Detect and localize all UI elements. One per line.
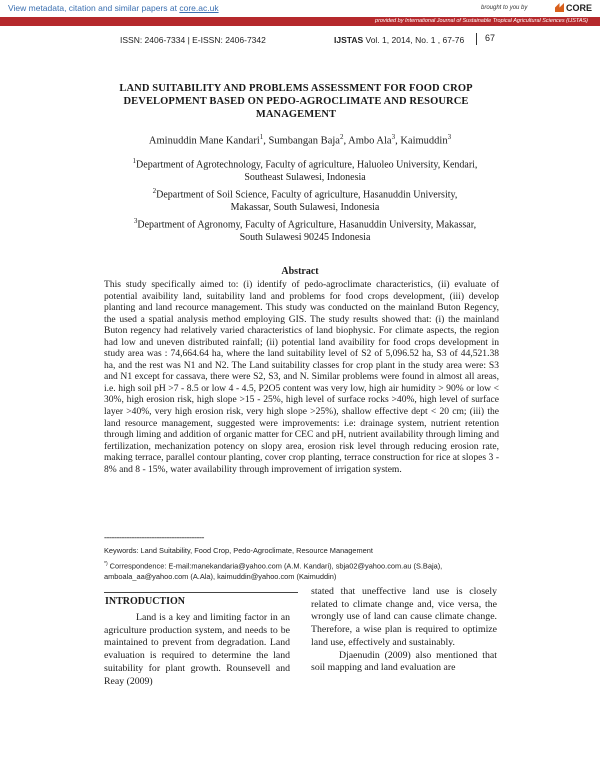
core-logo[interactable]: CORE <box>555 3 592 13</box>
core-metadata-link[interactable]: View metadata, citation and similar papers at core.ac.uk <box>8 3 219 13</box>
correspondence: *) Correspondence: E-mail:manekandaria@yahoo.com (A.M. Kandari), sbja02@yahoo.com.au (S.Baja), amboala_aa@yahoo.com (A.Ala), kaimuddin@yahoo.com (Kaimuddin) <box>104 561 443 582</box>
author-name: Ambo Ala <box>348 135 392 147</box>
abstract-body: This study specifically aimed to: (i) identify of pedo-agroclimate characteristics, (ii) evaluate of potential avaibility land, suitability land and problems for food crops development, (iii) develop planting and land recource management. This study was conducted on the mainland Buton Regency, the used a spatial analysis method employing GIS. The study results showed that: (i) the mainland Buton regency had relatively varied characteristics of land biophysic. For climate aspects, the region had low and uneven distributed rainfall; (ii) potential land avaibility for food crops development in study area was : 74,664.64 ha, where the land suitability level of S2 of 5,096.52 ha, S3 of 44,521.38 ha, and the rest was N1 and N2. The Land suitability classes for crop plant in the study area were: S3 and N1 except for cassava, there were S2, S3, and N. Similar problems were found in almost all areas, i.e. high soil pH >7 - 8.5 or low 4 - 4.5, P2O5 content was very low, high air humidity > 90% or low < 30%, high erosion risk, high slope >15 - 25%, high level of surface rocks >40%, high level of surface layer >40%, very high erosion risk, very high slope >25%), shallow effective dept < 20 cm; (iii) the land resource management, suggested were improvements: i.e: drainage system, nutrient retention through liming and addition of organic matter for CEC and pH, nutrient availability through liming and fertilization, mechanization potency on slopy area, erosion risk level through reducing erosion rate, making terrace, parallel contour planting, cover crop planting, terrace construction for rice at slopes 3 - 8% and 8 - 15%, water availability through improvement of irrigation system. <box>104 279 499 475</box>
paper-title <box>96 82 496 121</box>
author-sup: 3 <box>391 133 396 141</box>
abstract-heading: Abstract <box>281 266 319 277</box>
author-sup: 2 <box>339 133 344 141</box>
affiliation: $^2$Department of Soil Science, Faculty of agriculture, Hasanuddin University, Makassar, South Sulawesi, Indonesia <box>152 187 458 214</box>
intro-left-column: Land is a key and limiting factor in an agriculture production system, and needs to be maintained to prevent from degradation. Land evaluation is required to determine the land suitability for plant growth. Rounsevell and Reay (2009) <box>104 612 290 687</box>
title-line: LAND SUITABILITY AND PROBLEMS ASSESSMENT FOR FOOD CROP <box>119 83 473 94</box>
title-line: DEVELOPMENT BASED ON PEDO-AGROCLIMATE AND RESOURCE <box>123 96 469 107</box>
author-name: Kaimuddin <box>400 135 448 147</box>
section-heading-introduction: INTRODUCTION <box>105 596 186 607</box>
provided-by-text: provided by International Journal of Sustainable Tropical Agricultural Sciences (IJSTAS) <box>375 18 588 24</box>
affiliation: $^3$Department of Agronomy, Faculty of Agriculture, Hasanuddin University, Makassar, South Sulawesi 90245 Indonesia <box>133 217 477 244</box>
journal-name: IJSTAS <box>334 35 364 45</box>
provided-by-bar <box>0 17 600 26</box>
intro-right-column <box>311 586 497 675</box>
title-line: MANAGEMENT <box>255 109 337 120</box>
author-name: Aminuddin Mane Kandari <box>148 135 260 147</box>
core-logo-icon <box>555 3 564 12</box>
author-sup: 3 <box>447 133 452 141</box>
author-sup: 1 <box>259 133 264 141</box>
keywords: Keywords: Land Suitability, Food Crop, Pedo-Agroclimate, Resource Management <box>104 546 373 555</box>
author-name: Sumbangan Baja <box>268 135 340 147</box>
separator-dashes: ---------------------------------------- <box>104 532 204 542</box>
paragraph: Djaenudin (2009) also mentioned that soil mapping and land evaluation are <box>311 649 497 674</box>
issn-line: ISSN: 2406-7334 | E-ISSN: 2406-7342 <box>120 35 266 45</box>
brought-to-you-by: brought to you by <box>481 5 528 11</box>
core-banner <box>0 0 600 17</box>
paragraph: stated that uneffective land use is closely related to climate change and, vice versa, the wrongly use of land can cause climate change. Therefore, a wise plan is required to optimize land use, effectively and sustainably. <box>311 586 497 648</box>
section-rule <box>104 592 298 593</box>
affiliation: $^1$Department of Agrotechnology, Faculty of agriculture, Haluoleo University, Kendari, Southeast Sulawesi, Indonesia <box>132 157 478 184</box>
journal-citation <box>334 35 464 45</box>
journal-volume: Vol. 1, 2014, No. 1 , 67-76 <box>363 35 465 45</box>
page-number: 67 <box>476 33 506 45</box>
author-list: Aminuddin Mane Kandari$^1$, Sumbangan Baja$^2$, Ambo Ala$^3$, Kaimuddin$^3$ <box>148 133 452 147</box>
